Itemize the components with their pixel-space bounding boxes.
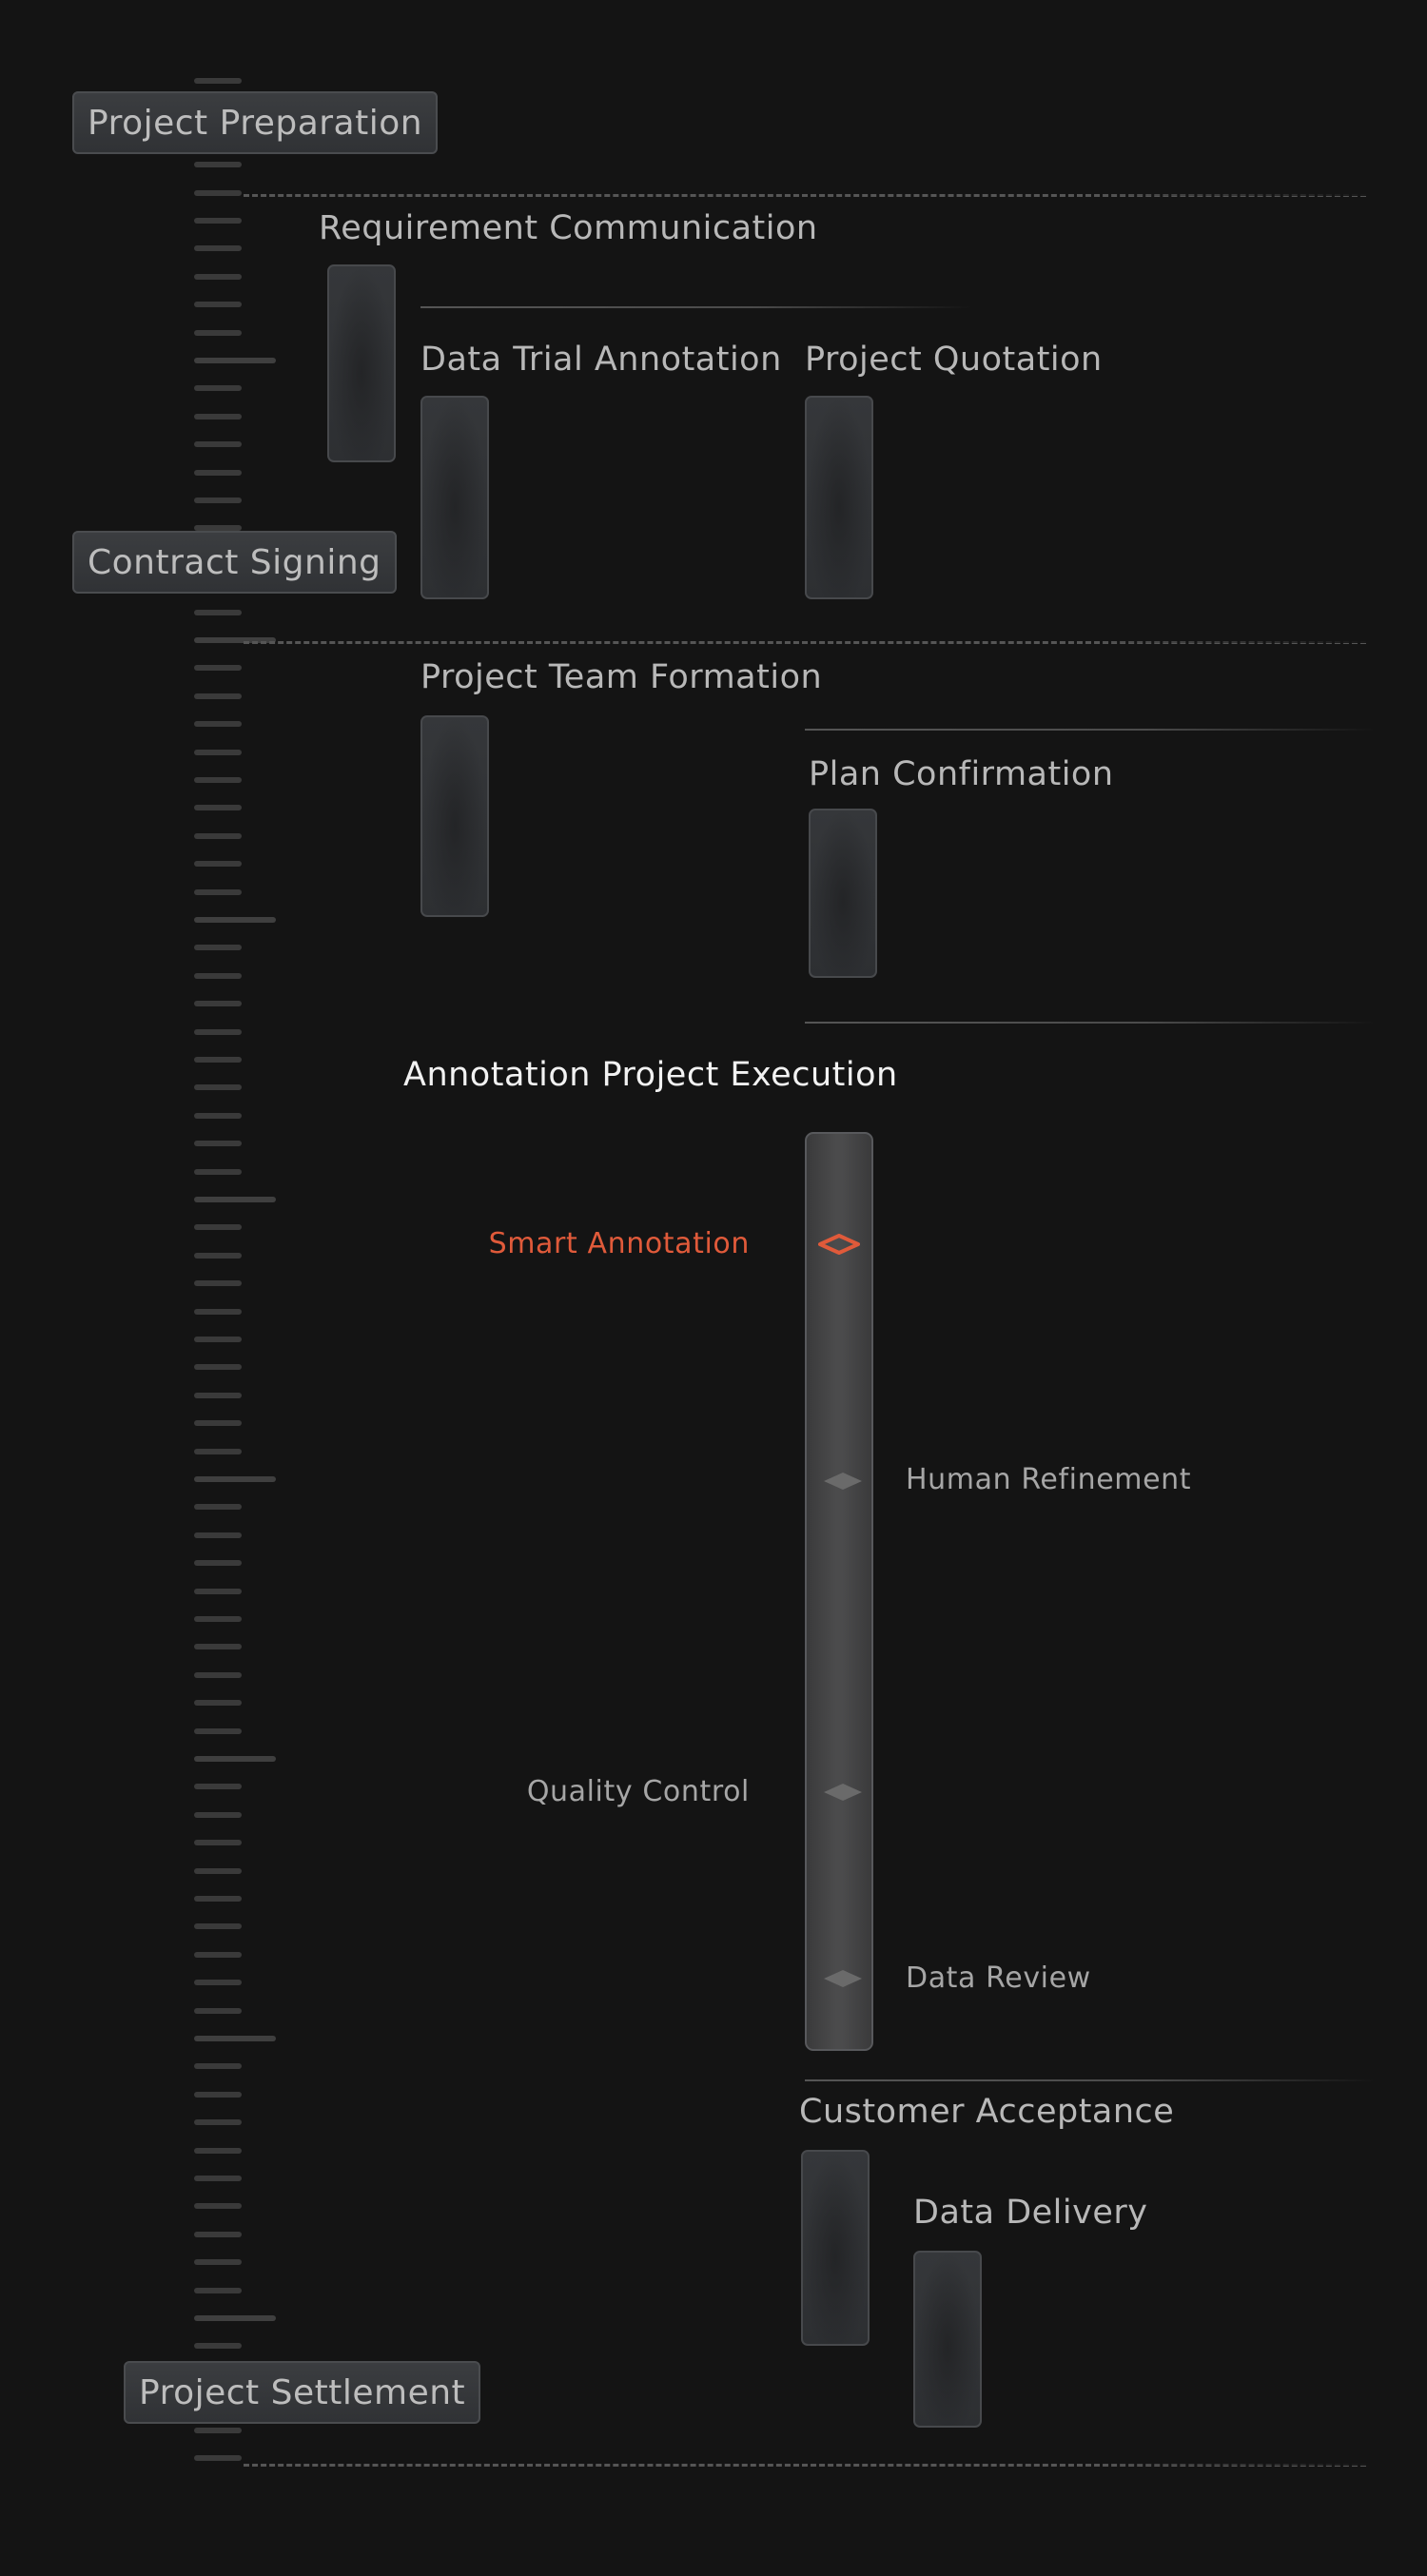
ruler-tick (194, 1784, 242, 1789)
ruler-tick (194, 1476, 276, 1482)
ruler-tick (194, 945, 242, 950)
ruler-tick (194, 2092, 242, 2098)
ruler-tick (194, 1756, 276, 1762)
diamond-filled-icon[interactable] (822, 1968, 864, 1989)
node-label-human-refinement[interactable]: Human Refinement (906, 1463, 1192, 1496)
ruler-tick (194, 1644, 242, 1649)
ruler-tick (194, 190, 242, 196)
ruler-tick (194, 1001, 242, 1006)
milestone-project-settlement: Project Settlement (124, 2361, 480, 2424)
ruler-tick (194, 2343, 242, 2349)
ruler-tick (194, 917, 276, 923)
ruler-tick (194, 2063, 242, 2069)
step-project-quotation: Project Quotation (805, 341, 1103, 379)
ruler-tick (194, 1980, 242, 1985)
ruler-tick (194, 218, 242, 224)
ruler-tick (194, 2176, 242, 2181)
ruler-tick (194, 1560, 242, 1566)
ruler-tick (194, 1393, 242, 1398)
ruler-tick (194, 162, 242, 167)
milestone-project-preparation: Project Preparation (72, 91, 438, 154)
step-project-team-formation: Project Team Formation (420, 658, 823, 696)
node-label-quality-control[interactable]: Quality Control (526, 1775, 750, 1808)
node-label-smart-annotation[interactable]: Smart Annotation (488, 1227, 750, 1260)
step-block-plan (809, 809, 877, 978)
step-block-delivery (913, 2251, 982, 2428)
step-block-requirement (327, 264, 396, 462)
ruler-tick (194, 2148, 242, 2154)
step-block-team (420, 715, 489, 917)
ruler-tick (194, 1141, 242, 1146)
step-block-trial (420, 396, 489, 599)
step-block-acceptance (801, 2150, 870, 2346)
ruler-tick (194, 1700, 242, 1706)
ruler-tick (194, 302, 242, 307)
ruler-tick (194, 385, 242, 391)
ruler-tick (194, 2232, 242, 2237)
ruler-tick (194, 1952, 242, 1958)
ruler-tick (194, 693, 242, 699)
ruler-tick (194, 2455, 242, 2461)
ruler-tick (194, 2428, 242, 2433)
ruler-tick (194, 78, 242, 84)
ruler-tick (194, 1504, 242, 1510)
ruler-tick (194, 330, 242, 336)
ruler-tick (194, 2203, 242, 2209)
ruler-tick (194, 1169, 242, 1175)
divider-plan (805, 1022, 1376, 1024)
ruler-tick (194, 805, 242, 810)
step-data-delivery: Data Delivery (913, 2194, 1148, 2232)
ruler-tick (194, 1113, 242, 1119)
ruler-tick (194, 1057, 242, 1063)
ruler-tick (194, 1589, 242, 1594)
ruler-tick (194, 1253, 242, 1259)
node-label-data-review[interactable]: Data Review (906, 1961, 1091, 1995)
step-block-quotation (805, 396, 873, 599)
ruler-tick (194, 1420, 242, 1426)
ruler-tick (194, 665, 242, 671)
ruler-tick (194, 1728, 242, 1734)
ruler-tick (194, 274, 242, 280)
ruler-tick (194, 2119, 242, 2125)
ruler-tick (194, 441, 242, 447)
divider-fade (1094, 640, 1379, 643)
ruler-tick (194, 777, 242, 783)
ruler-tick (194, 1337, 242, 1342)
ruler-tick (194, 861, 242, 867)
execution-progress-bar (805, 1132, 873, 2051)
diamond-filled-icon[interactable] (822, 1782, 864, 1803)
ruler-tick (194, 245, 242, 251)
divider-execution (805, 2079, 1376, 2081)
ruler-tick (194, 1197, 276, 1202)
diamond-filled-icon[interactable] (822, 1471, 864, 1492)
ruler-tick (194, 1868, 242, 1874)
ruler-tick (194, 2259, 242, 2265)
ruler-tick (194, 1084, 242, 1090)
ruler-tick (194, 2288, 242, 2293)
milestone-contract-signing: Contract Signing (72, 531, 397, 594)
ruler-tick (194, 498, 242, 503)
ruler-tick (194, 1364, 242, 1370)
ruler-tick (194, 610, 242, 615)
ruler-tick (194, 2008, 242, 2014)
divider-fade (1094, 2463, 1379, 2466)
ruler-tick (194, 2315, 276, 2321)
ruler-tick (194, 1896, 242, 1902)
step-annotation-project-execution: Annotation Project Execution (403, 1056, 898, 1094)
ruler-tick (194, 1616, 242, 1622)
ruler-tick (194, 1224, 242, 1230)
step-data-trial-annotation: Data Trial Annotation (420, 341, 782, 379)
ruler-tick (194, 2036, 276, 2041)
ruler-tick (194, 414, 242, 420)
ruler-tick (194, 470, 242, 476)
ruler-tick (194, 1672, 242, 1678)
divider-requirement (420, 306, 972, 308)
ruler-tick (194, 1532, 242, 1538)
ruler-tick (194, 1029, 242, 1035)
ruler-tick (194, 750, 242, 755)
divider-fade (1094, 193, 1379, 196)
ruler-tick (194, 1280, 242, 1286)
ruler-tick (194, 358, 276, 363)
ruler-tick (194, 721, 242, 727)
step-plan-confirmation: Plan Confirmation (809, 755, 1114, 793)
ruler-tick (194, 973, 242, 979)
ruler-tick (194, 1449, 242, 1454)
ruler-tick (194, 889, 242, 895)
step-customer-acceptance: Customer Acceptance (799, 2093, 1175, 2131)
ruler-tick (194, 1923, 242, 1929)
ruler-tick (194, 833, 242, 839)
divider-team (805, 729, 1376, 731)
step-requirement-communication: Requirement Communication (319, 209, 818, 247)
ruler-tick (194, 1812, 242, 1818)
ruler-tick (194, 1840, 242, 1845)
ruler-tick (194, 1309, 242, 1315)
diamond-outline-icon[interactable] (818, 1234, 860, 1255)
